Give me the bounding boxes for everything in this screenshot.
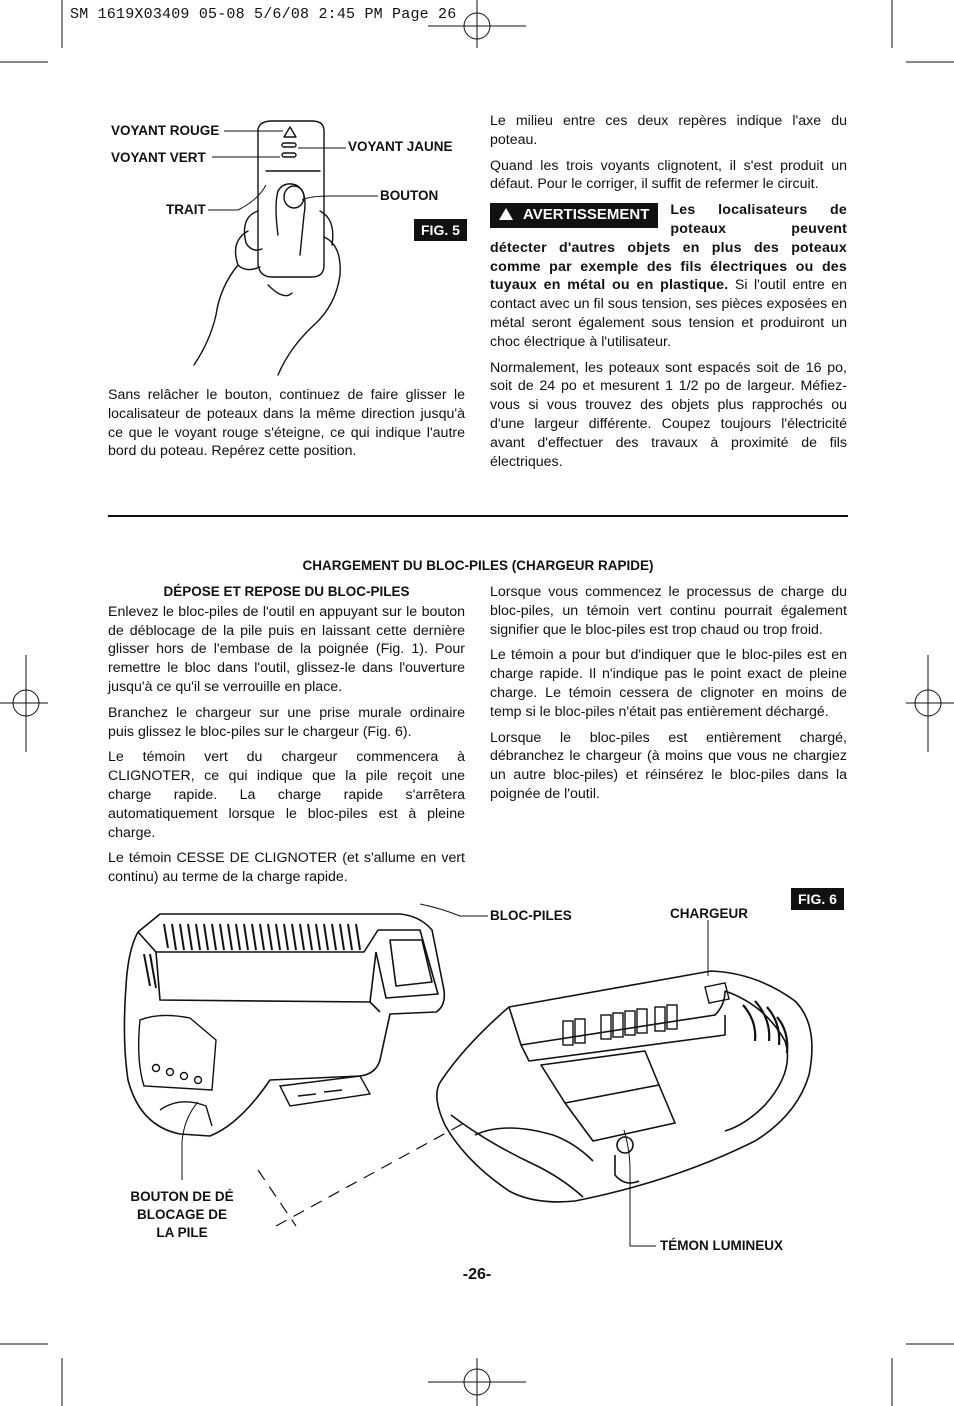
paragraph-branchez: Branchez le chargeur sur une prise murale ordinaire puis glissez le bloc-piles sur le chargeur (Fig. 6). [108,704,465,740]
paragraph-continue-glisser: Sans relâcher le bouton, continuez de faire glisser le localisateur de poteaux dans la même direction jusqu'à ce que le voyant rouge s'éteigne, ce qui indique l'autre bord du poteau. Repérez cette position. [108,387,465,460]
section-left-column [108,583,465,894]
right-column-top [490,112,847,478]
fig5-label-bouton: BOUTON [380,188,439,203]
left-column-top [108,386,465,468]
print-header: SM 1619X03409 05-08 5/6/08 2:45 PM Page 26 [70,6,457,23]
paragraph-but-temoin: Le témoin a pour but d'indiquer que le bloc-piles est en charge rapide. Il n'indique pas le point exact de pleine charge. Le témoin cessera de clignoter en moins de temp si le bloc-piles n'était pas entièrement déchargé. [490,647,847,720]
fig5-label-voyant-vert: VOYANT VERT [111,150,206,165]
paragraph-enlevez: Enlevez le bloc-piles de l'outil en appuyant sur le bouton de déblocage de la pile puis en laissant cette dernière glisser hors de l'embase de la poignée (Fig. 1). Pour remettre le bloc dans l'outil, glissez-le dans l'ouverture jusqu'à ce qu'il se verrouille en place. [108,603,465,695]
section-title: CHARGEMENT DU BLOC-PILES (CHARGEUR RAPIDE) [302,558,654,573]
paragraph-entierement-charge: Lorsque le bloc-piles est entièrement chargé, débranchez le chargeur (à moins que vous ne chargiez un autre bloc-piles) et réinsérez le bloc-piles dans la poignée de l'outil. [490,729,847,802]
page-number: -26- [462,1266,492,1283]
paragraph-milieu: Le milieu entre ces deux repères indique l'axe du poteau. [490,113,847,148]
warning-bold-text: Les localisateurs de poteaux peuvent détecter d'autres objets en plus des poteaux comme par exemple des fils électriques ou des tuyaux en métal ou en plastique. [490,202,847,294]
paragraph-processus-charge: Lorsque vous commencez le processus de charge du bloc-piles, un témoin vert continu pourrait également signifier que le bloc-piles est trop chaud ou trop froid. [490,584,847,638]
paragraph-temoin-vert: Le témoin vert du chargeur commencera à CLIGNOTER, ce qui indique que la pile reçoit une charge rapide. La charge rapide s'arrêtera automatiquement lorsque le bloc-piles est à pleine charge. [108,749,465,841]
fig6-label-bouton-deblocage: BOUTON DE DÉ BLOCAGE DE LA PILE [130,1189,234,1240]
fig6-label-temoin: TÉMON LUMINEUX [660,1238,783,1253]
fig5-label-voyant-jaune: VOYANT JAUNE [348,139,453,154]
fig6-label-bloc-piles: BLOC-PILES [490,908,572,923]
paragraph-trois-voyants: Quand les trois voyants clignotent, il s'est produit un défaut. Pour le corriger, il suffit de refermer le circuit. [490,157,847,193]
section-right-column [490,583,847,811]
paragraph-cesse: Le témoin CESSE DE CLIGNOTER (et s'allume en vert continu) au terme de la charge rapide. [108,850,465,886]
fig6-tag: FIG. 6 [791,888,844,910]
subsection-title: DÉPOSE ET REPOSE DU BLOC-PILES [163,584,410,599]
fig5-tag: FIG. 5 [414,219,467,241]
paragraph-espacement-poteaux: Normalement, les poteaux sont espacés soit de 16 po, soit de 24 po et mesurent 1 1/2 po de largeur. Méfiez-vous si vous trouvez des objets plus rapprochés ou d'une largeur différente. Coupez toujours l'électricité avant d'effectuer des travaux à proximité de fils électriques. [490,359,847,470]
warning-text: Si l'outil entre en contact avec un fil sous tension, ses pièces exposées en métal seront également sous tension et produiront un choc électrique à l'utilisateur. [490,277,847,350]
warning-block [490,201,847,351]
fig6-label-chargeur: CHARGEUR [670,906,749,921]
section-divider [108,515,848,517]
fig5-label-voyant-rouge: VOYANT ROUGE [111,123,220,138]
fig5-label-trait: TRAIT [166,202,206,217]
warning-label: AVERTISSEMENT [523,206,650,224]
warning-icon [499,208,513,220]
warning-badge [490,203,658,228]
